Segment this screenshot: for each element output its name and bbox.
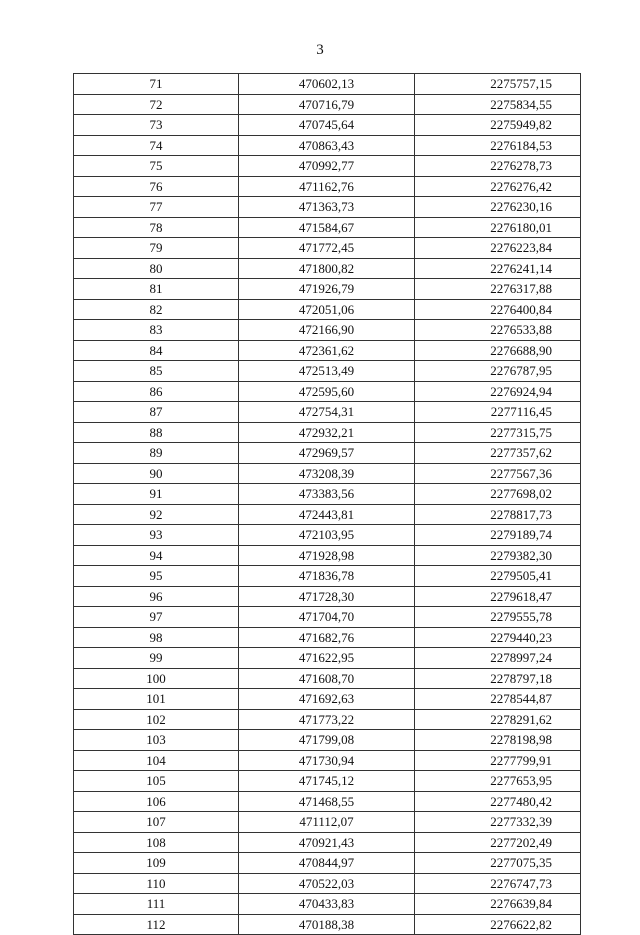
- table-row: [74, 463, 581, 484]
- table-row: [74, 689, 581, 710]
- table-row: [74, 914, 581, 935]
- y-coordinate-cell: 2276276,42: [415, 176, 581, 197]
- y-coordinate-cell: 2277202,49: [415, 832, 581, 853]
- point-number-cell: 71: [74, 74, 239, 95]
- x-coordinate-cell: 471704,70: [239, 607, 415, 628]
- table-row: [74, 156, 581, 177]
- table-row: [74, 771, 581, 792]
- x-coordinate-cell: 470745,64: [239, 115, 415, 136]
- y-coordinate-cell: 2276688,90: [415, 340, 581, 361]
- table-row: [74, 320, 581, 341]
- table-row: [74, 361, 581, 382]
- x-coordinate-cell: 472513,49: [239, 361, 415, 382]
- y-coordinate-cell: 2279618,47: [415, 586, 581, 607]
- y-coordinate-cell: 2279189,74: [415, 525, 581, 546]
- y-coordinate-cell: 2277357,62: [415, 443, 581, 464]
- x-coordinate-cell: 470522,03: [239, 873, 415, 894]
- table-row: [74, 791, 581, 812]
- point-number-cell: 87: [74, 402, 239, 423]
- table-row: [74, 525, 581, 546]
- x-coordinate-cell: 470921,43: [239, 832, 415, 853]
- table-row: [74, 832, 581, 853]
- y-coordinate-cell: 2275757,15: [415, 74, 581, 95]
- point-number-cell: 82: [74, 299, 239, 320]
- x-coordinate-cell: 471799,08: [239, 730, 415, 751]
- y-coordinate-cell: 2277075,35: [415, 853, 581, 874]
- x-coordinate-cell: 471772,45: [239, 238, 415, 259]
- table-row: [74, 135, 581, 156]
- point-number-cell: 72: [74, 94, 239, 115]
- point-number-cell: 93: [74, 525, 239, 546]
- y-coordinate-cell: 2276223,84: [415, 238, 581, 259]
- point-number-cell: 100: [74, 668, 239, 689]
- y-coordinate-cell: 2279505,41: [415, 566, 581, 587]
- y-coordinate-cell: 2278817,73: [415, 504, 581, 525]
- point-number-cell: 96: [74, 586, 239, 607]
- x-coordinate-cell: 471773,22: [239, 709, 415, 730]
- y-coordinate-cell: 2276533,88: [415, 320, 581, 341]
- y-coordinate-cell: 2278997,24: [415, 648, 581, 669]
- point-number-cell: 107: [74, 812, 239, 833]
- y-coordinate-cell: 2277567,36: [415, 463, 581, 484]
- y-coordinate-cell: 2278797,18: [415, 668, 581, 689]
- table-row: [74, 176, 581, 197]
- y-coordinate-cell: 2276747,73: [415, 873, 581, 894]
- point-number-cell: 92: [74, 504, 239, 525]
- table-row: [74, 443, 581, 464]
- point-number-cell: 99: [74, 648, 239, 669]
- point-number-cell: 88: [74, 422, 239, 443]
- table-row: [74, 750, 581, 771]
- table-row: [74, 730, 581, 751]
- x-coordinate-cell: 471162,76: [239, 176, 415, 197]
- point-number-cell: 110: [74, 873, 239, 894]
- y-coordinate-cell: 2275834,55: [415, 94, 581, 115]
- point-number-cell: 112: [74, 914, 239, 935]
- page-number: 3: [316, 42, 324, 58]
- point-number-cell: 79: [74, 238, 239, 259]
- y-coordinate-cell: 2277116,45: [415, 402, 581, 423]
- x-coordinate-cell: 471800,82: [239, 258, 415, 279]
- point-number-cell: 89: [74, 443, 239, 464]
- x-coordinate-cell: 471926,79: [239, 279, 415, 300]
- x-coordinate-cell: 471622,95: [239, 648, 415, 669]
- table-row: [74, 238, 581, 259]
- y-coordinate-cell: 2277653,95: [415, 771, 581, 792]
- x-coordinate-cell: 472754,31: [239, 402, 415, 423]
- y-coordinate-cell: 2276180,01: [415, 217, 581, 238]
- y-coordinate-cell: 2276184,53: [415, 135, 581, 156]
- y-coordinate-cell: 2277480,42: [415, 791, 581, 812]
- x-coordinate-cell: 470602,13: [239, 74, 415, 95]
- y-coordinate-cell: 2277698,02: [415, 484, 581, 505]
- point-number-cell: 105: [74, 771, 239, 792]
- x-coordinate-cell: 471682,76: [239, 627, 415, 648]
- point-number-cell: 84: [74, 340, 239, 361]
- table-row: [74, 484, 581, 505]
- x-coordinate-cell: 472969,57: [239, 443, 415, 464]
- y-coordinate-cell: 2276230,16: [415, 197, 581, 218]
- x-coordinate-cell: 472932,21: [239, 422, 415, 443]
- table-row: [74, 340, 581, 361]
- x-coordinate-cell: 470844,97: [239, 853, 415, 874]
- y-coordinate-cell: 2279382,30: [415, 545, 581, 566]
- table-row: [74, 607, 581, 628]
- table-row: [74, 812, 581, 833]
- point-number-cell: 90: [74, 463, 239, 484]
- y-coordinate-cell: 2278291,62: [415, 709, 581, 730]
- point-number-cell: 75: [74, 156, 239, 177]
- point-number-cell: 103: [74, 730, 239, 751]
- y-coordinate-cell: 2276639,84: [415, 894, 581, 915]
- table-row: [74, 853, 581, 874]
- x-coordinate-cell: 471468,55: [239, 791, 415, 812]
- table-row: [74, 217, 581, 238]
- coordinates-table-body: [74, 74, 581, 935]
- y-coordinate-cell: 2276241,14: [415, 258, 581, 279]
- x-coordinate-cell: 473208,39: [239, 463, 415, 484]
- x-coordinate-cell: 471692,63: [239, 689, 415, 710]
- table-row: [74, 648, 581, 669]
- x-coordinate-cell: 472443,81: [239, 504, 415, 525]
- table-row: [74, 197, 581, 218]
- x-coordinate-cell: 471730,94: [239, 750, 415, 771]
- x-coordinate-cell: 471608,70: [239, 668, 415, 689]
- y-coordinate-cell: 2276317,88: [415, 279, 581, 300]
- table-row: [74, 504, 581, 525]
- y-coordinate-cell: 2276924,94: [415, 381, 581, 402]
- x-coordinate-cell: 471928,98: [239, 545, 415, 566]
- y-coordinate-cell: 2275949,82: [415, 115, 581, 136]
- point-number-cell: 85: [74, 361, 239, 382]
- coordinates-table: [73, 73, 581, 935]
- table-row: [74, 894, 581, 915]
- y-coordinate-cell: 2278544,87: [415, 689, 581, 710]
- table-row: [74, 279, 581, 300]
- y-coordinate-cell: 2276622,82: [415, 914, 581, 935]
- point-number-cell: 101: [74, 689, 239, 710]
- table-row: [74, 402, 581, 423]
- y-coordinate-cell: 2276278,73: [415, 156, 581, 177]
- table-row: [74, 873, 581, 894]
- x-coordinate-cell: 472103,95: [239, 525, 415, 546]
- y-coordinate-cell: 2279440,23: [415, 627, 581, 648]
- point-number-cell: 97: [74, 607, 239, 628]
- x-coordinate-cell: 470716,79: [239, 94, 415, 115]
- point-number-cell: 109: [74, 853, 239, 874]
- table-row: [74, 258, 581, 279]
- x-coordinate-cell: 470863,43: [239, 135, 415, 156]
- x-coordinate-cell: 471836,78: [239, 566, 415, 587]
- y-coordinate-cell: 2277315,75: [415, 422, 581, 443]
- point-number-cell: 78: [74, 217, 239, 238]
- table-row: [74, 115, 581, 136]
- point-number-cell: 104: [74, 750, 239, 771]
- x-coordinate-cell: 471745,12: [239, 771, 415, 792]
- point-number-cell: 91: [74, 484, 239, 505]
- table-row: [74, 709, 581, 730]
- point-number-cell: 106: [74, 791, 239, 812]
- x-coordinate-cell: 472595,60: [239, 381, 415, 402]
- table-row: [74, 668, 581, 689]
- table-row: [74, 94, 581, 115]
- table-row: [74, 299, 581, 320]
- x-coordinate-cell: 472051,06: [239, 299, 415, 320]
- y-coordinate-cell: 2277799,91: [415, 750, 581, 771]
- table-row: [74, 381, 581, 402]
- y-coordinate-cell: 2276787,95: [415, 361, 581, 382]
- x-coordinate-cell: 470433,83: [239, 894, 415, 915]
- point-number-cell: 98: [74, 627, 239, 648]
- x-coordinate-cell: 472166,90: [239, 320, 415, 341]
- table-row: [74, 74, 581, 95]
- point-number-cell: 77: [74, 197, 239, 218]
- table-row: [74, 627, 581, 648]
- x-coordinate-cell: 470992,77: [239, 156, 415, 177]
- point-number-cell: 108: [74, 832, 239, 853]
- point-number-cell: 83: [74, 320, 239, 341]
- x-coordinate-cell: 470188,38: [239, 914, 415, 935]
- x-coordinate-cell: 471584,67: [239, 217, 415, 238]
- x-coordinate-cell: 473383,56: [239, 484, 415, 505]
- x-coordinate-cell: 471363,73: [239, 197, 415, 218]
- y-coordinate-cell: 2278198,98: [415, 730, 581, 751]
- point-number-cell: 111: [74, 894, 239, 915]
- point-number-cell: 94: [74, 545, 239, 566]
- point-number-cell: 81: [74, 279, 239, 300]
- x-coordinate-cell: 471112,07: [239, 812, 415, 833]
- table-row: [74, 566, 581, 587]
- table-row: [74, 545, 581, 566]
- point-number-cell: 73: [74, 115, 239, 136]
- y-coordinate-cell: 2276400,84: [415, 299, 581, 320]
- x-coordinate-cell: 472361,62: [239, 340, 415, 361]
- point-number-cell: 95: [74, 566, 239, 587]
- point-number-cell: 86: [74, 381, 239, 402]
- point-number-cell: 102: [74, 709, 239, 730]
- point-number-cell: 80: [74, 258, 239, 279]
- point-number-cell: 76: [74, 176, 239, 197]
- table-row: [74, 586, 581, 607]
- table-row: [74, 422, 581, 443]
- y-coordinate-cell: 2277332,39: [415, 812, 581, 833]
- point-number-cell: 74: [74, 135, 239, 156]
- y-coordinate-cell: 2279555,78: [415, 607, 581, 628]
- x-coordinate-cell: 471728,30: [239, 586, 415, 607]
